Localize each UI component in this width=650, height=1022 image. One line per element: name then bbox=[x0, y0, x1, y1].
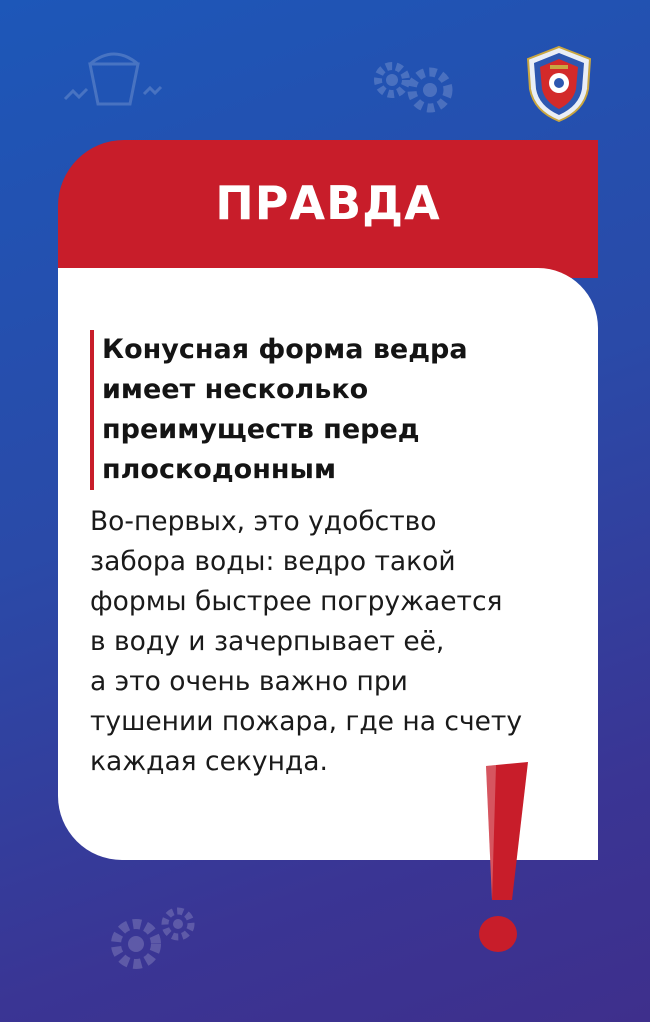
lead-line: преимуществ перед bbox=[102, 414, 420, 445]
gear-icon bbox=[100, 900, 210, 980]
lead-statement bbox=[90, 330, 542, 490]
body-line: формы быстрее погружается bbox=[90, 586, 503, 617]
body-line: тушении пожара, где на счету bbox=[90, 706, 523, 737]
lead-line: имеет несколько bbox=[102, 374, 369, 405]
body-line: а это очень важно при bbox=[90, 666, 408, 697]
emblem-icon bbox=[524, 45, 594, 123]
body-line: Во-первых, это удобство bbox=[90, 506, 437, 537]
body-line: в воду и зачерпывает её, bbox=[90, 626, 445, 657]
lead-line: плоскодонным bbox=[102, 454, 337, 485]
body-line: забора воды: ведро такой bbox=[90, 546, 456, 577]
gear-icon bbox=[366, 56, 462, 116]
body-text bbox=[90, 502, 590, 782]
exclamation-icon bbox=[456, 760, 536, 960]
header-title: ПРАВДА bbox=[215, 176, 441, 230]
body-line: каждая секунда. bbox=[90, 746, 328, 777]
bucket-icon bbox=[60, 44, 170, 114]
lead-line: Конусная форма ведра bbox=[102, 334, 468, 365]
